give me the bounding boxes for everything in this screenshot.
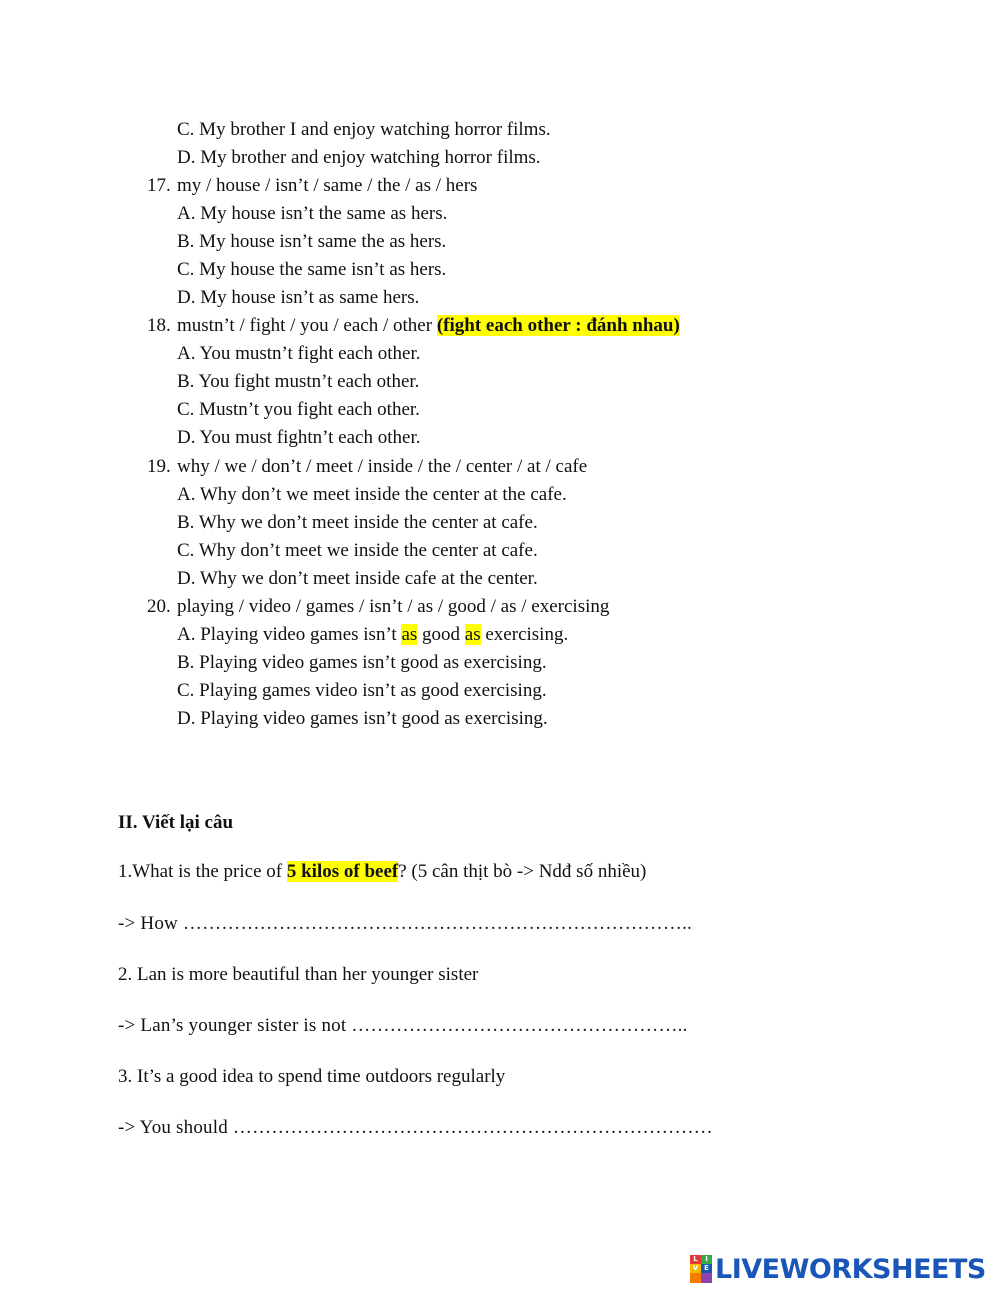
option-18b: B. You fight mustn’t each other. — [177, 371, 420, 392]
option-18a: A. You mustn’t fight each other. — [177, 343, 421, 364]
question-text: 1.What is the price of — [118, 861, 287, 882]
question-number: 18. — [147, 315, 171, 336]
option-19c: C. Why don’t meet we inside the center at cafe. — [177, 540, 538, 561]
question-20 — [147, 596, 609, 618]
rewrite-question-3: 3. It’s a good idea to spend time outdoors regularly — [118, 1066, 506, 1087]
option-19a: A. Why don’t we meet inside the center at the cafe. — [177, 484, 567, 505]
section-heading: II. Viết lại câu — [118, 812, 234, 833]
logo-tile — [690, 1273, 701, 1283]
logo-mark-icon — [690, 1255, 712, 1283]
logo-tile: V — [690, 1264, 701, 1273]
option-20a — [177, 624, 568, 646]
highlight-phrase: 5 kilos of beef — [286, 861, 399, 882]
question-note-highlight: (fight each other : đánh nhau) — [436, 315, 680, 336]
question-prompt: playing / video / games / isn’t / as / good / as / exercising — [177, 596, 610, 617]
option-text: exercising. — [480, 624, 569, 645]
option-18d: D. You must fightn’t each other. — [177, 427, 421, 448]
option-16c: C. My brother I and enjoy watching horror films. — [177, 119, 551, 140]
question-prompt: why / we / don’t / meet / inside / the / center / at / cafe — [177, 456, 588, 477]
question-prompt: my / house / isn’t / same / the / as / hers — [177, 175, 478, 196]
logo-tile — [701, 1273, 712, 1283]
logo-tile: L — [690, 1255, 701, 1264]
rewrite-question-2: 2. Lan is more beautiful than her younger sister — [118, 964, 479, 985]
highlight-word: as — [464, 624, 481, 645]
question-prompt: mustn’t / fight / you / each / other — [177, 315, 433, 336]
option-17b: B. My house isn’t same the as hers. — [177, 231, 447, 252]
question-number: 20. — [147, 596, 171, 617]
answer-line-2[interactable]: -> Lan’s younger sister is not …………………………………………….. — [118, 1015, 688, 1036]
rewrite-question-1 — [118, 861, 646, 883]
question-number: 19. — [147, 456, 171, 477]
logo-text: LIVEWORKSHEETS — [715, 1253, 986, 1285]
option-text: A. Playing video games isn’t — [177, 624, 402, 645]
logo-tile: E — [701, 1264, 712, 1273]
question-number: 17. — [147, 175, 171, 196]
option-text: good — [417, 624, 465, 645]
answer-line-1[interactable]: -> How …………………………………………………………………….. — [118, 913, 692, 934]
highlight-word: as — [401, 624, 418, 645]
option-20b: B. Playing video games isn’t good as exercising. — [177, 652, 547, 673]
logo-tile: I — [701, 1255, 712, 1264]
option-20d: D. Playing video games isn’t good as exercising. — [177, 708, 548, 729]
option-18c: C. Mustn’t you fight each other. — [177, 399, 420, 420]
option-17a: A. My house isn’t the same as hers. — [177, 203, 448, 224]
question-17 — [147, 175, 477, 197]
option-16d: D. My brother and enjoy watching horror films. — [177, 147, 541, 168]
option-19d: D. Why we don’t meet inside cafe at the center. — [177, 568, 538, 589]
option-19b: B. Why we don’t meet inside the center at cafe. — [177, 512, 538, 533]
option-17d: D. My house isn’t as same hers. — [177, 287, 420, 308]
option-17c: C. My house the same isn’t as hers. — [177, 259, 447, 280]
option-20c: C. Playing games video isn’t as good exercising. — [177, 680, 547, 701]
question-19 — [147, 456, 587, 478]
question-text: ? (5 cân thịt bò -> Ndđ số nhiều) — [398, 861, 647, 882]
question-18 — [147, 315, 680, 337]
liveworksheets-logo[interactable] — [690, 1252, 986, 1286]
answer-line-3[interactable]: -> You should ………………………………………………………………… — [118, 1117, 713, 1138]
